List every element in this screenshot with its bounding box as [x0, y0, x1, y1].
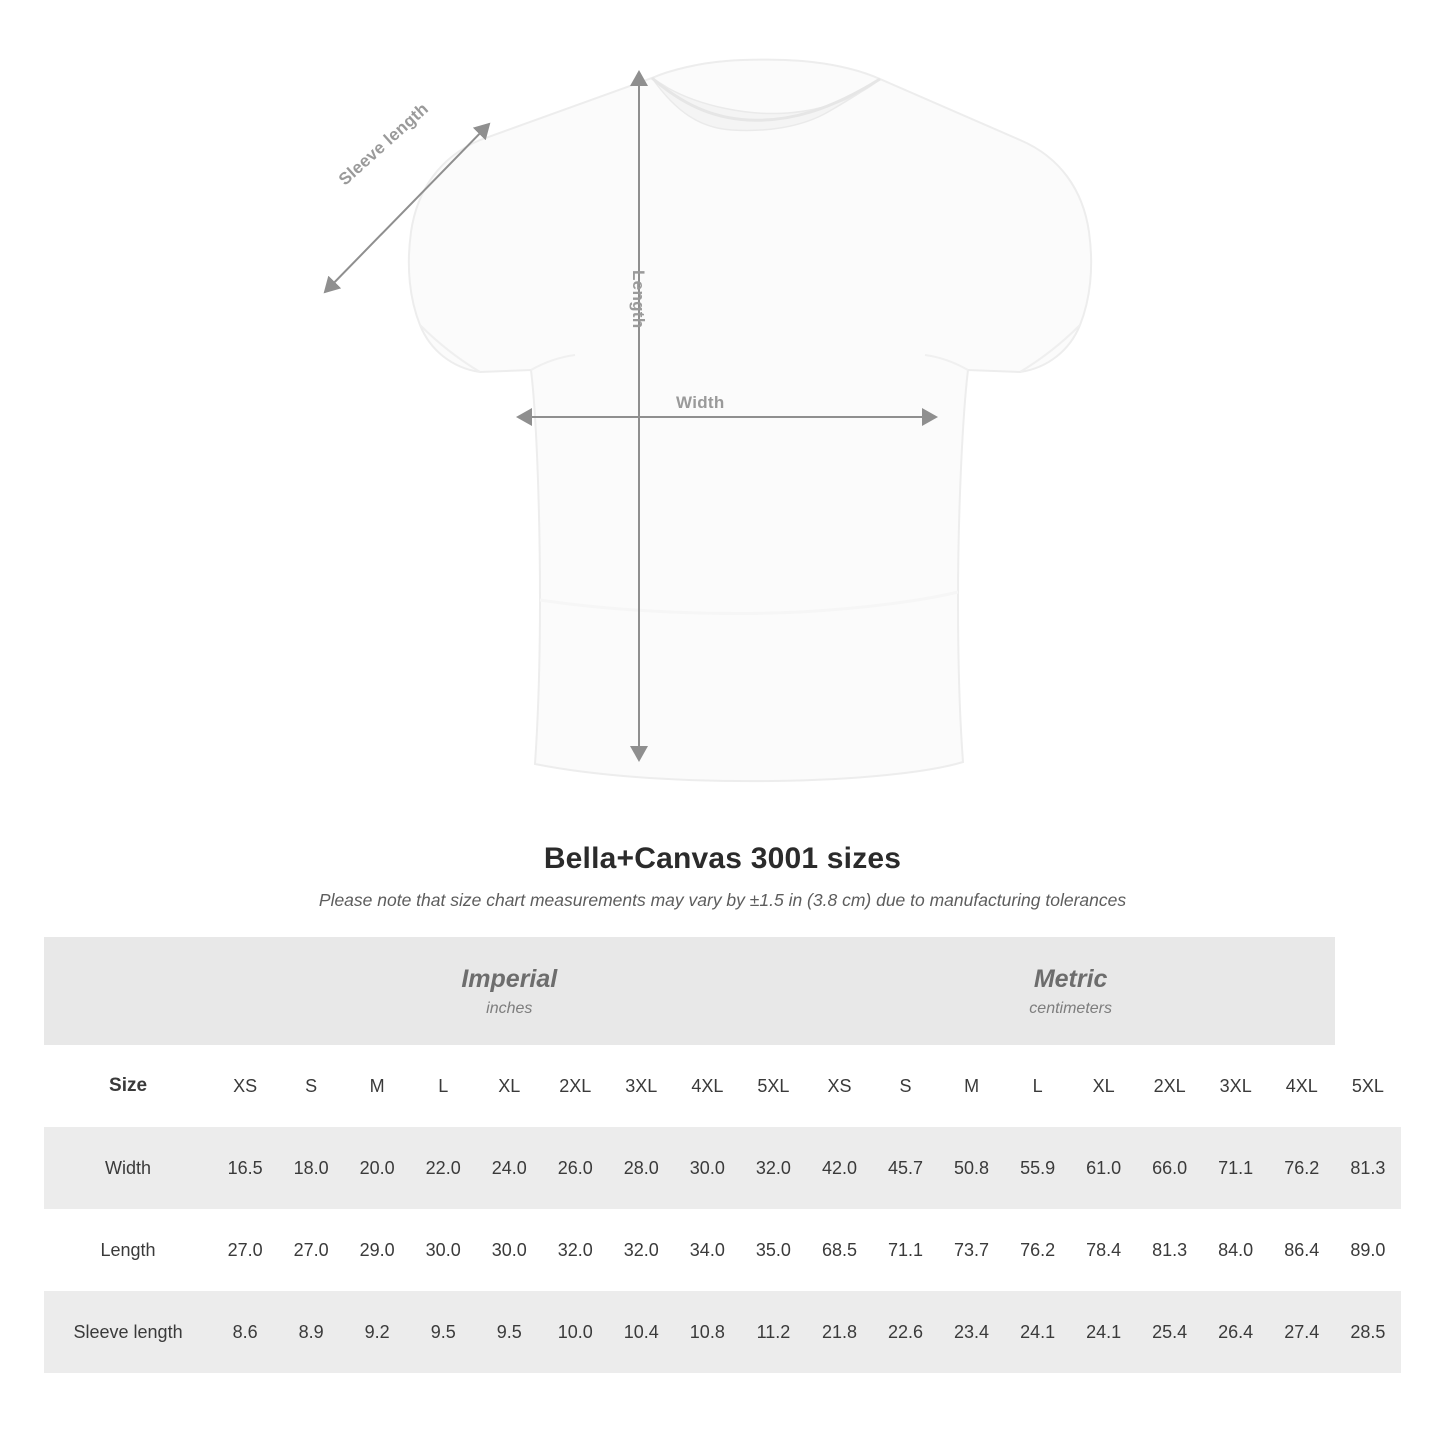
cell-length-m-cm: 73.7 [939, 1209, 1005, 1291]
tshirt-shape [409, 60, 1091, 781]
cell-width-xs-in: 16.5 [212, 1127, 278, 1209]
size-table [44, 937, 1401, 1373]
cell-width-4xl-cm: 76.2 [1269, 1127, 1335, 1209]
cell-length-5xl-cm: 89.0 [1335, 1209, 1401, 1291]
unit-metric-sub: centimeters [1029, 999, 1112, 1017]
cell-length-xl-in: 30.0 [476, 1209, 542, 1291]
cell-sleeve-m-cm: 23.4 [939, 1291, 1005, 1373]
row-label-width: Width [44, 1127, 212, 1209]
cell-length-l-cm: 76.2 [1005, 1209, 1071, 1291]
table-body [44, 1127, 1401, 1373]
cell-sleeve-4xl-in: 10.8 [674, 1291, 740, 1373]
unit-metric-name: Metric [1033, 965, 1108, 994]
col-header-4xl-metric: 4XL [1269, 1045, 1335, 1127]
cell-length-xl-cm: 78.4 [1071, 1209, 1137, 1291]
cell-sleeve-xl-in: 9.5 [476, 1291, 542, 1373]
cell-sleeve-s-cm: 22.6 [873, 1291, 939, 1373]
cell-sleeve-3xl-in: 10.4 [608, 1291, 674, 1373]
col-header-xl-imperial: XL [476, 1045, 542, 1127]
col-header-5xl-imperial: 5XL [740, 1045, 806, 1127]
cell-width-2xl-in: 26.0 [542, 1127, 608, 1209]
cell-width-l-cm: 55.9 [1005, 1127, 1071, 1209]
row-label-length: Length [44, 1209, 212, 1291]
col-header-xs-imperial: XS [212, 1045, 278, 1127]
cell-width-2xl-cm: 66.0 [1137, 1127, 1203, 1209]
cell-width-m-in: 20.0 [344, 1127, 410, 1209]
title-block [0, 842, 1445, 911]
cell-sleeve-l-in: 9.5 [410, 1291, 476, 1373]
unit-imperial-sub: inches [486, 999, 533, 1017]
unit-group-metric [806, 937, 1334, 1045]
cell-sleeve-2xl-in: 10.0 [542, 1291, 608, 1373]
cell-width-s-in: 18.0 [278, 1127, 344, 1209]
col-header-s-imperial: S [278, 1045, 344, 1127]
cell-width-xl-in: 24.0 [476, 1127, 542, 1209]
cell-width-4xl-in: 30.0 [674, 1127, 740, 1209]
cell-length-xs-in: 27.0 [212, 1209, 278, 1291]
col-header-3xl-imperial: 3XL [608, 1045, 674, 1127]
cell-width-5xl-cm: 81.3 [1335, 1127, 1401, 1209]
sleeve-length-label: Sleeve length [335, 99, 433, 190]
table-row-sleeve-length [44, 1291, 1401, 1373]
size-header-row [44, 1045, 1401, 1127]
cell-width-m-cm: 50.8 [939, 1127, 1005, 1209]
unit-imperial-name: Imperial [461, 965, 558, 994]
cell-length-xs-cm: 68.5 [806, 1209, 872, 1291]
cell-length-2xl-in: 32.0 [542, 1209, 608, 1291]
col-header-s-metric: S [873, 1045, 939, 1127]
col-header-l-metric: L [1005, 1045, 1071, 1127]
cell-length-4xl-cm: 86.4 [1269, 1209, 1335, 1291]
col-header-xs-metric: XS [806, 1045, 872, 1127]
cell-length-5xl-in: 35.0 [740, 1209, 806, 1291]
col-header-2xl-imperial: 2XL [542, 1045, 608, 1127]
cell-length-s-in: 27.0 [278, 1209, 344, 1291]
size-table-wrap [44, 937, 1401, 1373]
unit-header-spacer [44, 937, 212, 1045]
cell-length-2xl-cm: 81.3 [1137, 1209, 1203, 1291]
cell-sleeve-xl-cm: 24.1 [1071, 1291, 1137, 1373]
row-header-size: Size [44, 1045, 212, 1127]
unit-header-row [44, 937, 1401, 1045]
cell-width-l-in: 22.0 [410, 1127, 476, 1209]
cell-sleeve-3xl-cm: 26.4 [1203, 1291, 1269, 1373]
cell-width-xs-cm: 42.0 [806, 1127, 872, 1209]
table-header [44, 937, 1401, 1127]
col-header-l-imperial: L [410, 1045, 476, 1127]
cell-length-l-in: 30.0 [410, 1209, 476, 1291]
cell-width-3xl-in: 28.0 [608, 1127, 674, 1209]
unit-group-imperial [212, 937, 806, 1045]
cell-length-m-in: 29.0 [344, 1209, 410, 1291]
cell-sleeve-xs-cm: 21.8 [806, 1291, 872, 1373]
cell-width-3xl-cm: 71.1 [1203, 1127, 1269, 1209]
table-row-width [44, 1127, 1401, 1209]
width-label: Width [676, 393, 725, 412]
row-label-sleeve-length: Sleeve length [44, 1291, 212, 1373]
col-header-2xl-metric: 2XL [1137, 1045, 1203, 1127]
cell-width-s-cm: 45.7 [873, 1127, 939, 1209]
cell-sleeve-5xl-in: 11.2 [740, 1291, 806, 1373]
cell-sleeve-xs-in: 8.6 [212, 1291, 278, 1373]
cell-sleeve-s-in: 8.9 [278, 1291, 344, 1373]
cell-length-s-cm: 71.1 [873, 1209, 939, 1291]
cell-sleeve-m-in: 9.2 [344, 1291, 410, 1373]
cell-length-3xl-cm: 84.0 [1203, 1209, 1269, 1291]
cell-sleeve-5xl-cm: 28.5 [1335, 1291, 1401, 1373]
col-header-m-imperial: M [344, 1045, 410, 1127]
tolerance-note: Please note that size chart measurements may vary by ±1.5 in (3.8 cm) due to manufacturing tolerances [318, 890, 1127, 910]
cell-sleeve-l-cm: 24.1 [1005, 1291, 1071, 1373]
page-title: Bella+Canvas 3001 sizes [543, 842, 902, 875]
col-header-5xl-metric: 5XL [1335, 1045, 1401, 1127]
cell-length-4xl-in: 34.0 [674, 1209, 740, 1291]
cell-sleeve-4xl-cm: 27.4 [1269, 1291, 1335, 1373]
cell-sleeve-2xl-cm: 25.4 [1137, 1291, 1203, 1373]
col-header-xl-metric: XL [1071, 1045, 1137, 1127]
length-label: Length [629, 270, 648, 329]
col-header-3xl-metric: 3XL [1203, 1045, 1269, 1127]
cell-width-5xl-in: 32.0 [740, 1127, 806, 1209]
table-row-length [44, 1209, 1401, 1291]
col-header-m-metric: M [939, 1045, 1005, 1127]
col-header-4xl-imperial: 4XL [674, 1045, 740, 1127]
cell-width-xl-cm: 61.0 [1071, 1127, 1137, 1209]
cell-length-3xl-in: 32.0 [608, 1209, 674, 1291]
